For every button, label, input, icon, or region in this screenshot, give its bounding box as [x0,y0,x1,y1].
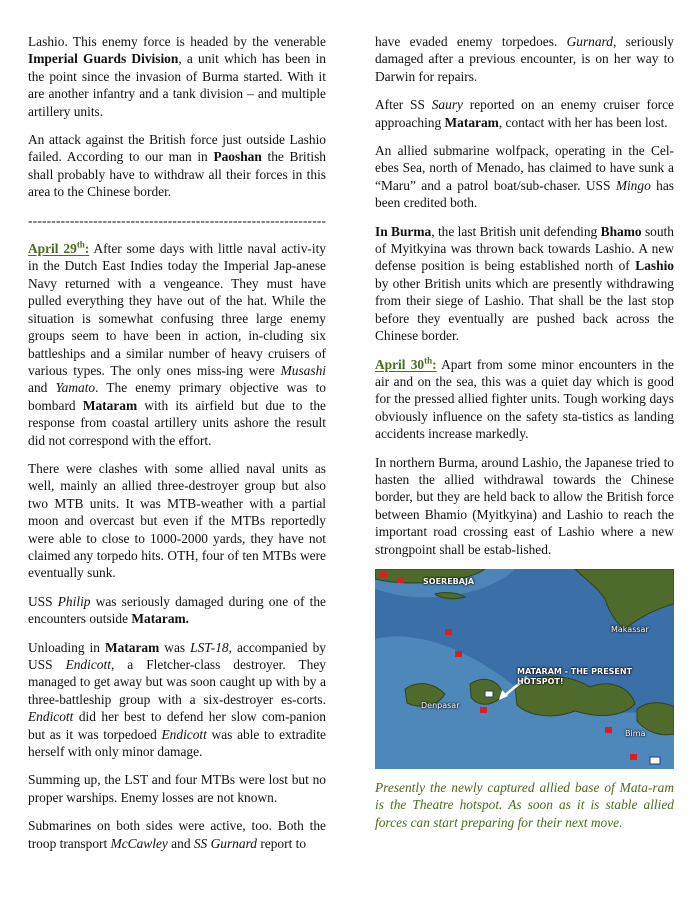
left-column [28,33,326,863]
paragraph: In northern Burma, around Lashio, the Japanese tried to hasten the allied withdrawal towards the Chinese border, but they are held back to allow the British force between Bhamio (Myitkyina) and Lashio to reach the important road crossing east of Lashio where a new strongpoint shall be estab-lished. [375,454,674,557]
paragraph: USS Philip was seriously damaged during one of the encounters outside Mataram. [28,593,326,627]
map-label-hotspot: HOTSPOT! [517,676,564,686]
japanese-unit-icon [445,629,452,635]
map-label-bima: Bima [625,728,646,738]
paragraph: After SS Saury reported on an enemy cruiser force approaching Mataram, contact with her has been lost. [375,97,674,130]
paragraph: have evaded enemy torpedoes. Gurnard, seriously damaged after a previous encounter, is on her way to Darwin for repairs. [375,34,675,84]
paragraph: There were clashes with some allied naval units as well, mainly an allied three-destroyer group but also two MTB units. It was MTB-weather with a partial moon and overcast but even if the MTBs reportedly were able to close to 1000-2000 yards, they have not claimed any torpedo hits. OTH, four of ten MTBs were eventually sunk. [28,460,326,581]
date-heading: April 29th: [28,239,90,257]
paragraph: In Burma, the last British unit defending Bhamo south of Myitkyina was thrown back towards Lashio. A new defense position is being established north of Lashio by other British units which are presently withdrawing from their siege of Lashio. That shall be the last stop before they eventually are pushed back across the Chinese border. [375,223,674,344]
paragraph: Unloading in Mataram was LST-18, accompanied by USS Endicott, a Fletcher-class destroyer. They managed to get away but was soon caught up with by a three-battleship group with a six-destroyer es-corts. Endicott did her best to defend her slow com-panion but as it was torpedoed Endicott was able to extradite herself with only minor damage. [28,639,326,760]
map-label-makassar: Makassar [611,624,649,634]
allied-unit-icon [650,757,660,764]
section-divider: ---------------------------------------------------------------- [28,212,326,228]
paragraph-april-30: April 30th: Apart from some minor encounters in the air and on the sea, this was a quiet day which is good for the pressed allied fighter units. Tough working days obviously influence on the safety sta-tistics as landing accidents increase markedly. [375,355,674,442]
paragraph: Summing up, the LST and four MTBs were lost but no proper warships. Enemy losses are not known. [28,772,326,805]
japanese-unit-icon [605,727,612,733]
map-label-soerebaja: SOEREBAJA [423,576,475,586]
paragraph-april-29: April 29th: After some days with little naval activ-ity in the Dutch East Indies today the Imperial Jap-anese Navy returned with a vengeance. They must have pulled everything they have out of the hat. While the situation is somewhat confusing three large enemy groups seem to have been in action, in-cluding six battleships and a similar number of heavy cruisers of various types. The only ones miss-ing were Musashi and Yamato. The enemy primary objective was to bombard Mataram with its airfield but due to the response from coastal artillery units ashore the result did not correspond with the effort. [28,239,326,448]
japanese-unit-icon [397,577,404,583]
japanese-unit-icon [480,707,487,713]
paragraph: Lashio. This enemy force is headed by the venerable Imperial Guards Division, a unit which has been in the point since the invasion of Burma started. With it are another infantry and a tank division – and multiple artillery units. [28,34,326,119]
map-label-denpasar: Denpasar [421,700,460,710]
theatre-map [375,569,674,769]
allied-unit-icon [485,691,493,697]
paragraph: Submarines on both sides were active, too. Both the troop transport McCawley and SS Gurnard report to [28,818,326,851]
right-column [375,33,674,842]
japanese-unit-icon [630,754,637,760]
japanese-unit-icon [455,651,462,657]
japanese-unit-icon [380,572,387,578]
date-heading: April 30th: [375,355,437,372]
paragraph: An allied submarine wolfpack, operating in the Cel-ebes Sea, north of Menado, has claimed to have sunk a “Maru” and a patrol boat/sub-chaser. USS Mingo has been credited both. [375,143,674,211]
map-label-mataram: MATARAM - THE PRESENT [517,666,633,676]
paragraph: An attack against the British force just outside Lashio failed. According to our man in Paoshan the British shall probably have to withdraw all their forces in this area to the Chinese border. [28,132,326,200]
map-caption: Presently the newly captured allied base of Mata-ram is the Theatre hotspot. As soon as it is stable allied forces can start preparing for their next move. [375,779,674,830]
